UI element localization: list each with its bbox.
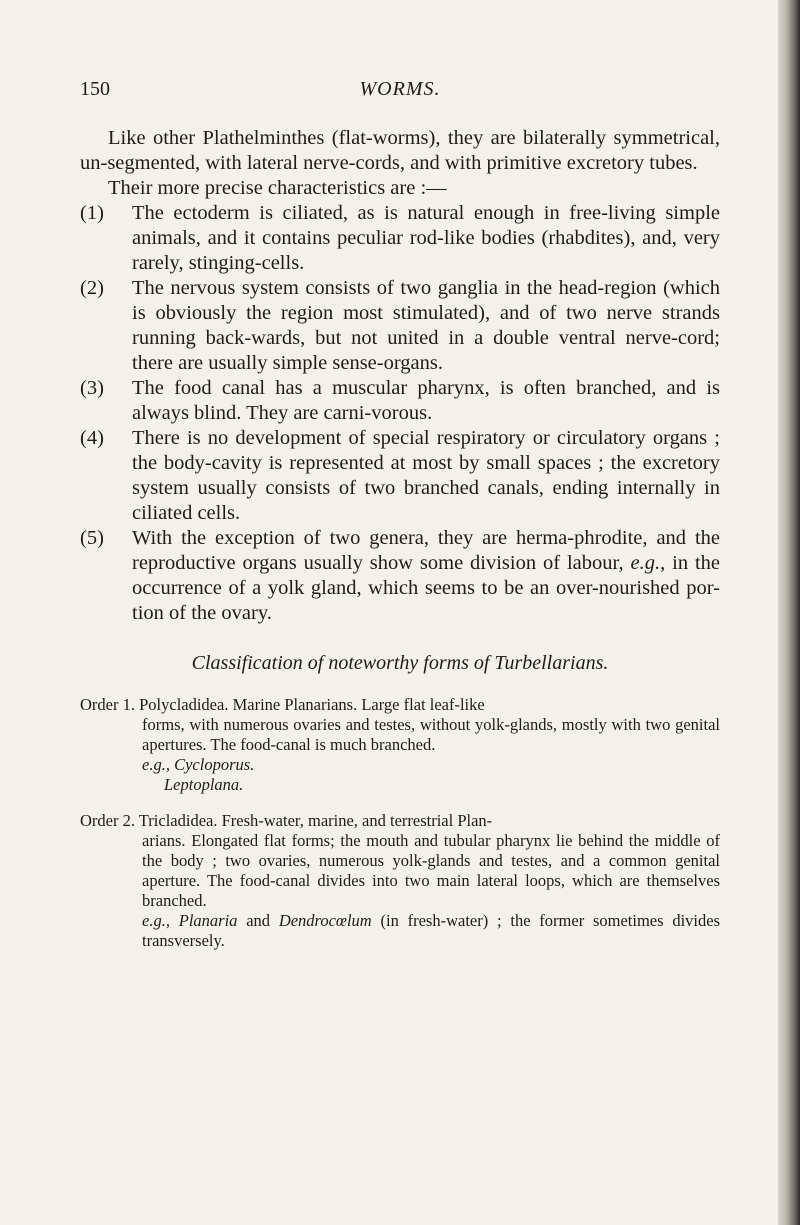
item-text-eg: e.g.: [630, 552, 661, 574]
item-text: The nervous system consists of two ganglia in the head-region (which is obviously the region most stimulated), and of two nerve strands running back-wards, but not united in a double ventral nerve-cord; there are usually simple sense-organs.: [132, 277, 720, 374]
example-label: e.g.,: [142, 755, 170, 774]
characteristic-item-3: [80, 376, 720, 426]
order-2: [80, 811, 720, 951]
characteristic-item-2: [80, 276, 720, 376]
item-text-a: With the exception of two genera, they are herma-phrodite, and the reproductive organs usually show some division of labour,: [132, 527, 720, 574]
order-first-line: Order 2. Tricladidea. Fresh-water, marine, and terrestrial Plan-: [80, 811, 493, 830]
page-number: 150: [80, 78, 110, 100]
characteristic-item-4: [80, 426, 720, 526]
item-number: (5): [80, 527, 104, 549]
page-header: [80, 78, 720, 108]
order-description: arians. Elongated flat forms; the mouth and tubular pharynx lie behind the middle of the body ; two ovaries, numerous yolk-glands and testes, and a common genital aperture. The food-canal divides into two main lateral loops, which are themselves branched.: [142, 831, 720, 910]
order-description: forms, with numerous ovaries and testes, without yolk-glands, mostly with two genital apertures. The food-canal is much branched.: [142, 715, 720, 754]
order-first-line: Order 1. Polycladidea. Marine Planarians. Large flat leaf-like: [80, 695, 485, 714]
item-number: (2): [80, 277, 104, 299]
example-conjunction: and: [237, 911, 279, 930]
characteristics-lead: Their more precise characteristics are :—: [108, 177, 447, 199]
example-genus-2: Dendrocœlum: [278, 911, 372, 930]
page-body: [80, 126, 720, 967]
classification-heading: Classification of noteworthy forms of Turbellarians.: [191, 652, 609, 674]
item-text: The ectoderm is ciliated, as is natural enough in free-living simple animals, and it contains peculiar rod-like bodies (rhabdites), and, very rarely, stinging-cells.: [132, 202, 720, 274]
page-binding-edge: [778, 0, 800, 1225]
item-number: (3): [80, 377, 104, 399]
item-text: There is no development of special respiratory or circulatory organs ; the body-cavity is represented at most by small spaces ; the excretory system usually consists of two branched canals, ending internally in ciliated cells.: [132, 427, 720, 524]
example-genus-2: Leptoplana.: [164, 775, 244, 794]
example-genus-1: Planaria: [178, 911, 238, 930]
example-label: e.g.,: [142, 911, 170, 930]
characteristic-item-1: [80, 201, 720, 276]
order-1: [80, 695, 720, 795]
example-genus-1: Cycloporus.: [174, 755, 255, 774]
item-number: (4): [80, 427, 104, 449]
example-tail: (in fresh-water) ; the former sometimes divides transversely.: [142, 911, 720, 950]
item-text-b: , in the occurrence of a yolk gland, which seems to be an over-nourished por-tion of the ovary.: [132, 552, 720, 624]
characteristic-item-5: [80, 526, 720, 626]
running-head: WORMS.: [359, 78, 441, 100]
intro-paragraph: Like other Plathelminthes (flat-worms), they are bilaterally symmetrical, un-segmented, with lateral nerve-cords, and with primitive excretory tubes.: [80, 127, 720, 174]
item-number: (1): [80, 202, 104, 224]
order-example: [80, 755, 720, 775]
order-example: [80, 911, 720, 951]
item-text: The food canal has a muscular pharynx, is often branched, and is always blind. They are carni-vorous.: [132, 377, 720, 424]
